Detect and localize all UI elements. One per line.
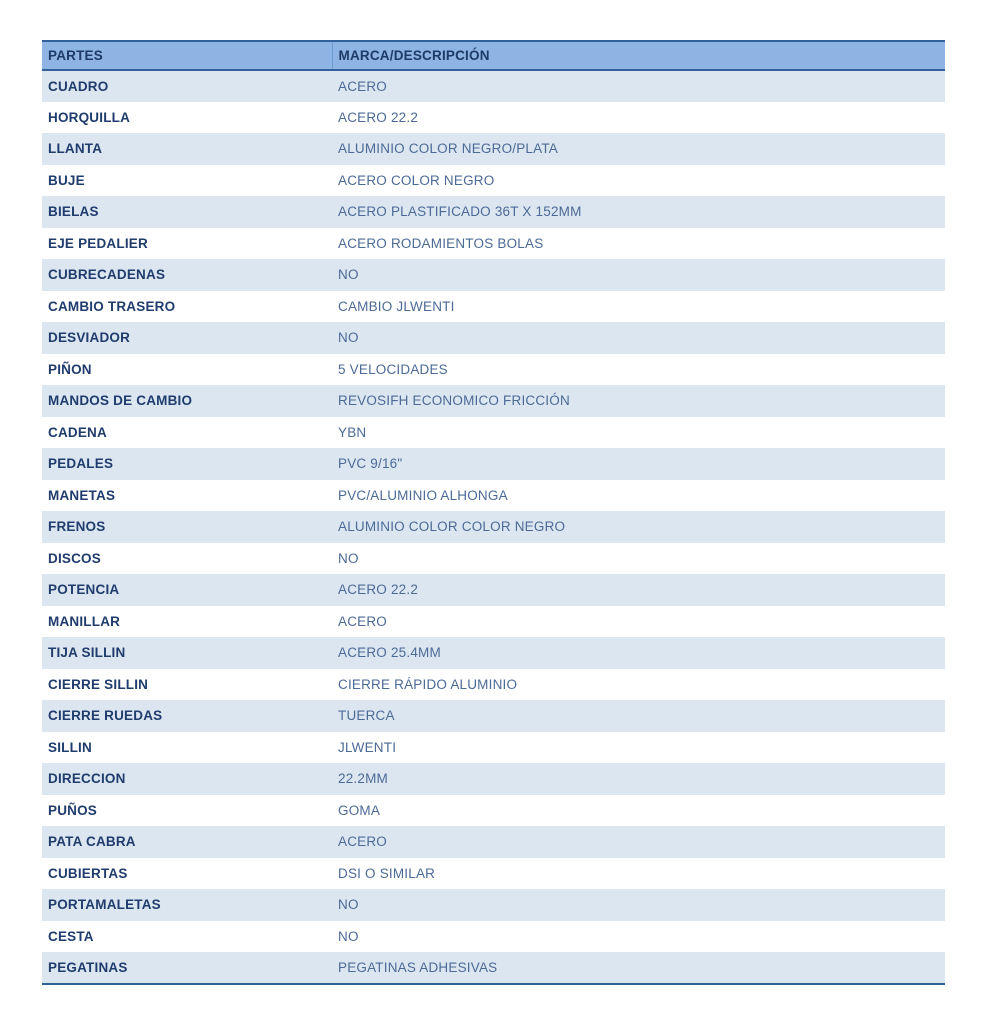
table-row — [42, 732, 945, 764]
parte-cell: MANETAS — [42, 480, 332, 512]
marca-cell: ACERO 22.2 — [332, 574, 945, 606]
marca-cell: NO — [332, 921, 945, 953]
table-row — [42, 228, 945, 260]
parte-cell: DISCOS — [42, 543, 332, 575]
table-row — [42, 354, 945, 386]
header-row — [42, 41, 945, 70]
table-row — [42, 574, 945, 606]
marca-cell: ACERO 22.2 — [332, 102, 945, 134]
parte-cell: CADENA — [42, 417, 332, 449]
marca-cell: ACERO PLASTIFICADO 36T X 152MM — [332, 196, 945, 228]
marca-cell: ACERO — [332, 606, 945, 638]
parte-cell: PORTAMALETAS — [42, 889, 332, 921]
parte-cell: MANILLAR — [42, 606, 332, 638]
parte-cell: CUADRO — [42, 70, 332, 102]
parte-cell: HORQUILLA — [42, 102, 332, 134]
table-row — [42, 511, 945, 543]
parte-cell: CUBRECADENAS — [42, 259, 332, 291]
marca-cell: DSI O SIMILAR — [332, 858, 945, 890]
marca-cell: ACERO COLOR NEGRO — [332, 165, 945, 197]
table-row — [42, 259, 945, 291]
parte-cell: CUBIERTAS — [42, 858, 332, 890]
parte-cell: DIRECCION — [42, 763, 332, 795]
parte-cell: EJE PEDALIER — [42, 228, 332, 260]
parte-cell: POTENCIA — [42, 574, 332, 606]
marca-cell: NO — [332, 259, 945, 291]
parte-cell: CIERRE SILLIN — [42, 669, 332, 701]
table-row — [42, 921, 945, 953]
marca-cell: PVC/ALUMINIO ALHONGA — [332, 480, 945, 512]
table-row — [42, 480, 945, 512]
marca-cell: ALUMINIO COLOR COLOR NEGRO — [332, 511, 945, 543]
parte-cell: CAMBIO TRASERO — [42, 291, 332, 323]
marca-cell: PVC 9/16" — [332, 448, 945, 480]
marca-cell: 22.2MM — [332, 763, 945, 795]
column-header-marca-descripcion: MARCA/DESCRIPCIÓN — [332, 41, 945, 70]
marca-cell: ACERO — [332, 826, 945, 858]
table-row — [42, 889, 945, 921]
marca-cell: ACERO — [332, 70, 945, 102]
table-row — [42, 858, 945, 890]
table-row — [42, 826, 945, 858]
table-row — [42, 543, 945, 575]
parte-cell: LLANTA — [42, 133, 332, 165]
marca-cell: PEGATINAS ADHESIVAS — [332, 952, 945, 984]
table-row — [42, 417, 945, 449]
marca-cell: CAMBIO JLWENTI — [332, 291, 945, 323]
parte-cell: PATA CABRA — [42, 826, 332, 858]
parte-cell: MANDOS DE CAMBIO — [42, 385, 332, 417]
parte-cell: PEGATINAS — [42, 952, 332, 984]
marca-cell: 5 VELOCIDADES — [332, 354, 945, 386]
parte-cell: FRENOS — [42, 511, 332, 543]
table-row — [42, 637, 945, 669]
table-row — [42, 70, 945, 102]
marca-cell: NO — [332, 322, 945, 354]
parte-cell: PIÑON — [42, 354, 332, 386]
marca-cell: GOMA — [332, 795, 945, 827]
table-row — [42, 196, 945, 228]
table-row — [42, 448, 945, 480]
parte-cell: TIJA SILLIN — [42, 637, 332, 669]
marca-cell: ACERO RODAMIENTOS BOLAS — [332, 228, 945, 260]
column-header-partes: PARTES — [42, 41, 332, 70]
parte-cell: CESTA — [42, 921, 332, 953]
table-row — [42, 763, 945, 795]
parte-cell: BUJE — [42, 165, 332, 197]
table-row — [42, 795, 945, 827]
marca-cell: REVOSIFH ECONOMICO FRICCIÓN — [332, 385, 945, 417]
parte-cell: PEDALES — [42, 448, 332, 480]
table-row — [42, 606, 945, 638]
table-row — [42, 133, 945, 165]
parte-cell: CIERRE RUEDAS — [42, 700, 332, 732]
parte-cell: SILLIN — [42, 732, 332, 764]
marca-cell: ALUMINIO COLOR NEGRO/PLATA — [332, 133, 945, 165]
marca-cell: TUERCA — [332, 700, 945, 732]
marca-cell: NO — [332, 889, 945, 921]
table-row — [42, 669, 945, 701]
table-row — [42, 165, 945, 197]
parts-table — [42, 40, 945, 985]
marca-cell: ACERO 25.4MM — [332, 637, 945, 669]
table-row — [42, 385, 945, 417]
marca-cell: JLWENTI — [332, 732, 945, 764]
parte-cell: PUÑOS — [42, 795, 332, 827]
marca-cell: CIERRE RÁPIDO ALUMINIO — [332, 669, 945, 701]
table-row — [42, 952, 945, 984]
table-row — [42, 291, 945, 323]
parte-cell: DESVIADOR — [42, 322, 332, 354]
table-body — [42, 70, 945, 984]
table-row — [42, 700, 945, 732]
table-row — [42, 102, 945, 134]
marca-cell: NO — [332, 543, 945, 575]
parte-cell: BIELAS — [42, 196, 332, 228]
table-row — [42, 322, 945, 354]
marca-cell: YBN — [332, 417, 945, 449]
